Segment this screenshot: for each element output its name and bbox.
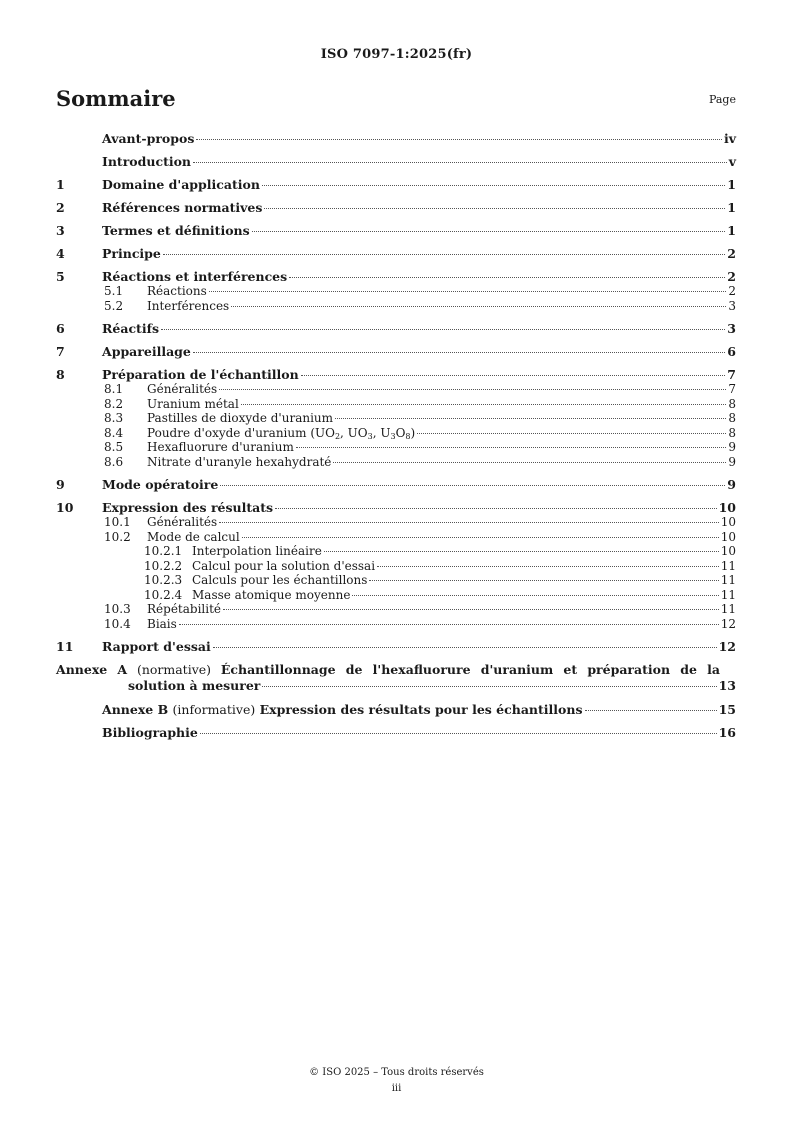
toc-entry-10-4[interactable] — [56, 617, 736, 632]
toc-entry-text: Calcul pour la solution d'essai — [192, 558, 376, 573]
toc-entry-page: 11 — [720, 573, 736, 587]
toc-entry-page: 3 — [727, 321, 736, 336]
toc-entry-number: 5.1 — [104, 284, 124, 298]
toc-entry-page: 2 — [727, 246, 736, 261]
page-number: iii — [391, 1083, 402, 1094]
toc-entry-10-2-4[interactable] — [56, 588, 736, 603]
dot-leader — [262, 185, 725, 186]
toc-entry-5[interactable] — [56, 269, 736, 284]
toc-entry-page: 10 — [720, 515, 736, 529]
toc-entry-10-2-1[interactable] — [56, 544, 736, 559]
toc-entry-annex-b[interactable] — [56, 702, 736, 717]
toc-entry-page: 2 — [727, 269, 736, 284]
toc-entry-text: Poudre d'oxyde d'uranium ($UO_2$, $UO_3$, $U_3O_8$) — [147, 425, 416, 441]
toc-entry-text: Appareillage — [102, 344, 191, 359]
toc-entry-number: 10.2 — [104, 529, 131, 544]
toc-title-row — [56, 86, 736, 112]
toc-entry-number: 2 — [56, 200, 65, 215]
dot-leader — [324, 551, 719, 552]
annex-label: Annexe B — [102, 702, 169, 717]
toc-entry-page: 1 — [727, 200, 736, 215]
toc-entry-number: 10.2.1 — [144, 544, 183, 558]
toc-entry-page: 7 — [728, 382, 736, 396]
toc-entry-page: 3 — [728, 298, 736, 313]
dot-leader — [333, 462, 726, 463]
toc-entry-text: Mode de calcul — [147, 529, 240, 544]
toc-entry-7[interactable] — [56, 344, 736, 359]
toc-entry-page: 9 — [727, 477, 736, 492]
toc-entry-number: 11 — [56, 639, 74, 654]
toc-entry-number: 3 — [56, 223, 65, 238]
toc-entry-5-1[interactable] — [56, 284, 736, 299]
toc-entry-8-2[interactable] — [56, 397, 736, 412]
toc-entry-number: 10 — [56, 500, 74, 515]
toc-entry-bibliographie[interactable] — [56, 725, 736, 740]
toc-entry-10-3[interactable] — [56, 602, 736, 617]
dot-leader — [193, 352, 725, 353]
dot-leader — [301, 375, 726, 376]
toc-entry-10-2-2[interactable] — [56, 559, 736, 574]
toc-entry-number: 10.2.2 — [144, 558, 183, 573]
dot-leader — [223, 609, 719, 610]
toc-entry-8-6[interactable] — [56, 455, 736, 470]
toc-entry-10-2-3[interactable] — [56, 573, 736, 588]
annex-title-line1: Échantillonnage de l'hexafluorure d'uranium et préparation de la — [220, 662, 720, 677]
toc-entry-number: 7 — [56, 344, 65, 359]
toc-entry-annex-a[interactable] — [56, 662, 736, 694]
toc-entry-number: 8.4 — [104, 425, 124, 440]
toc-entry-11[interactable] — [56, 639, 736, 654]
toc-entry-text: Hexafluorure d'uranium — [147, 440, 294, 454]
toc-entry-text: Préparation de l'échantillon — [102, 367, 299, 382]
toc-entry-text: Réactions et interférences — [102, 269, 288, 284]
toc-entry-number: 4 — [56, 246, 65, 261]
toc-entry-page: 6 — [727, 344, 736, 359]
dot-leader — [377, 566, 719, 567]
dot-leader — [200, 733, 717, 734]
toc-entry-page: 11 — [720, 602, 736, 616]
toc-entry-number: 8.5 — [104, 440, 124, 454]
toc-entry-text: Domaine d'application — [102, 177, 260, 192]
dot-leader — [296, 447, 727, 448]
dot-leader — [193, 162, 727, 163]
toc-entry-number: 8.1 — [104, 382, 124, 396]
toc-entry-number: 10.1 — [104, 515, 131, 529]
toc-entry-page: 16 — [718, 725, 736, 740]
toc-title: Sommaire — [56, 86, 176, 111]
toc-entry-page: iv — [723, 131, 736, 146]
toc-entry-text: Interpolation linéaire — [192, 544, 322, 558]
toc-entry-number: 8.3 — [104, 411, 124, 425]
toc-entry-text: Généralités — [147, 515, 218, 529]
toc-entry-number: 10.2.3 — [144, 573, 183, 587]
toc-entry-page: 9 — [728, 454, 736, 469]
toc-entry-avant-propos[interactable] — [56, 131, 736, 146]
toc-entry-5-2[interactable] — [56, 299, 736, 314]
toc-entry-page: 11 — [720, 587, 736, 602]
toc-entry-page: v — [728, 154, 736, 169]
toc-entry-page: 12 — [718, 639, 736, 654]
toc-entry-number: 10.4 — [104, 616, 131, 631]
toc-entry-page: 8 — [728, 411, 736, 425]
annex-kind: (informative) — [172, 702, 256, 717]
annex-label: Annexe A — [56, 662, 128, 677]
toc-entry-text: Bibliographie — [102, 725, 198, 740]
toc-entry-text: Mode opératoire — [102, 477, 219, 492]
toc-entry-3[interactable] — [56, 223, 736, 238]
dot-leader — [209, 291, 727, 292]
toc-entry-number: 10.3 — [104, 602, 131, 616]
toc-entry-text: Rapport d'essai — [102, 639, 211, 654]
toc-entry-number: 8.2 — [104, 396, 124, 411]
toc-entry-10-1[interactable] — [56, 515, 736, 530]
annex-title: Expression des résultats pour les échantillons — [259, 702, 583, 717]
dot-leader — [417, 433, 726, 434]
toc-entry-text: Références normatives — [102, 200, 263, 215]
toc-entry-8-3[interactable] — [56, 411, 736, 426]
dot-leader — [369, 580, 718, 581]
toc-entry-page: 1 — [727, 177, 736, 192]
toc-entry-text: Uranium métal — [147, 396, 239, 411]
table-of-contents — [56, 131, 736, 740]
toc-entry-10-2[interactable] — [56, 530, 736, 545]
dot-leader — [161, 329, 725, 330]
toc-entry-text: Réactions — [147, 284, 207, 298]
toc-entry-8-4[interactable] — [56, 426, 736, 441]
toc-entry-number: 1 — [56, 177, 65, 192]
toc-entry-page: 10 — [718, 500, 736, 515]
toc-entry-9[interactable] — [56, 477, 736, 492]
dot-leader — [163, 254, 725, 255]
toc-entry-8-1[interactable] — [56, 382, 736, 397]
toc-entry-2[interactable] — [56, 200, 736, 215]
toc-entry-page: 11 — [720, 558, 736, 573]
dot-leader — [220, 485, 725, 486]
copyright-notice: © ISO 2025 – Tous droits réservés — [309, 1067, 484, 1078]
dot-leader — [585, 710, 717, 711]
dot-leader — [179, 624, 719, 625]
toc-entry-text: Généralités — [147, 382, 218, 396]
toc-entry-page: 10 — [720, 529, 736, 544]
page-column-label: Page — [708, 93, 736, 106]
dot-leader — [275, 508, 717, 509]
dot-leader — [231, 306, 726, 307]
toc-entry-page: 9 — [728, 440, 736, 454]
toc-entry-text: Termes et définitions — [102, 223, 250, 238]
toc-entry-page: 8 — [728, 396, 736, 411]
toc-entry-text: Pastilles de dioxyde d'uranium — [147, 411, 334, 425]
annex-title-line2: solution à mesurer — [128, 678, 261, 693]
toc-entry-page: 1 — [727, 223, 736, 238]
toc-entry-number: 8 — [56, 367, 65, 382]
toc-entry-10[interactable] — [56, 500, 736, 515]
toc-entry-text: Introduction — [102, 154, 192, 169]
dot-leader — [196, 139, 722, 140]
toc-entry-4[interactable] — [56, 246, 736, 261]
dot-leader — [219, 522, 719, 523]
page-footer — [0, 1067, 793, 1099]
toc-entry-text: Nitrate d'uranyle hexahydraté — [147, 454, 332, 469]
toc-entry-8[interactable] — [56, 367, 736, 382]
toc-entry-text: Avant-propos — [102, 131, 195, 146]
toc-entry-page: 7 — [727, 367, 736, 382]
dot-leader — [219, 389, 726, 390]
dot-leader — [262, 686, 716, 687]
toc-entry-text: Interférences — [147, 298, 230, 313]
dot-leader — [264, 208, 725, 209]
toc-entry-text: Calculs pour les échantillons — [192, 573, 368, 587]
toc-entry-text: Biais — [147, 616, 177, 631]
toc-entry-number: 5 — [56, 269, 65, 284]
toc-entry-6[interactable] — [56, 321, 736, 336]
dot-leader — [241, 404, 727, 405]
toc-entry-page: 10 — [720, 544, 736, 558]
toc-entry-text: Masse atomique moyenne — [192, 587, 351, 602]
dot-leader — [289, 277, 725, 278]
toc-entry-number: 10.2.4 — [144, 587, 183, 602]
toc-entry-8-5[interactable] — [56, 440, 736, 455]
toc-entry-1[interactable] — [56, 177, 736, 192]
dot-leader — [242, 537, 719, 538]
document-header: ISO 7097-1:2025(fr) — [320, 47, 473, 62]
dot-leader — [335, 418, 726, 419]
dot-leader — [252, 231, 726, 232]
toc-entry-page: 8 — [728, 425, 736, 440]
dot-leader — [213, 647, 717, 648]
toc-entry-text: Expression des résultats — [102, 500, 274, 515]
toc-entry-text: Répétabilité — [147, 602, 222, 616]
dot-leader — [352, 595, 718, 596]
toc-entry-number: 5.2 — [104, 298, 124, 313]
toc-entry-text: Principe — [102, 246, 161, 261]
toc-entry-number: 6 — [56, 321, 65, 336]
toc-entry-text: Réactifs — [102, 321, 159, 336]
toc-entry-page: 2 — [728, 284, 736, 298]
toc-entry-introduction[interactable] — [56, 154, 736, 169]
toc-entry-page: 13 — [718, 678, 736, 693]
annex-kind: (normative) — [136, 662, 212, 677]
toc-entry-number: 8.6 — [104, 454, 124, 469]
toc-entry-number: 9 — [56, 477, 65, 492]
toc-entry-page: 12 — [720, 616, 736, 631]
toc-entry-page: 15 — [718, 702, 736, 717]
